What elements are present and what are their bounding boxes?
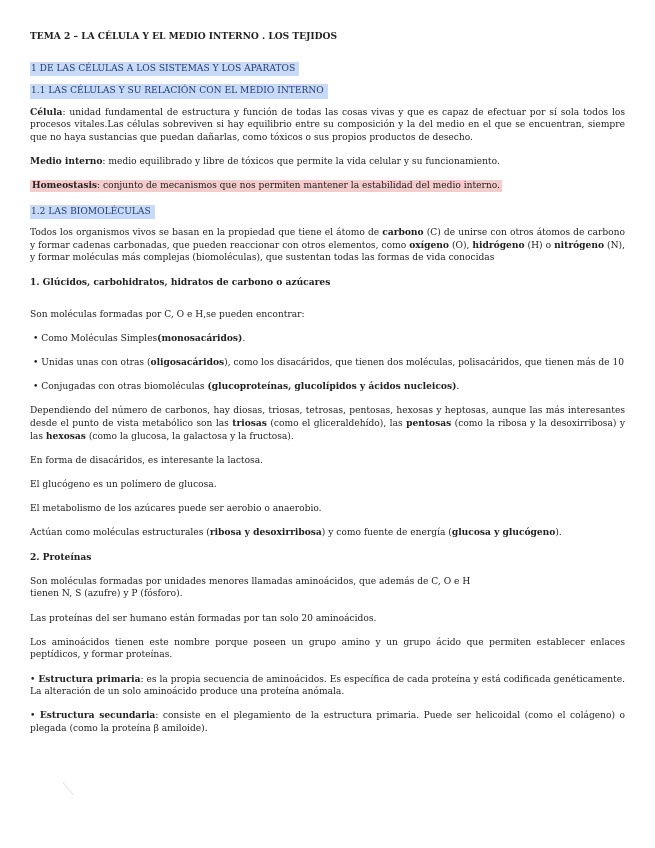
list-item: • Conjugadas con otras biomoléculas (glucoproteínas, glucolípidos y ácidos nucleicos). <box>33 381 460 393</box>
proteinas-paragraph-2: Las proteínas del ser humano están formadas por tan solo 20 aminoácidos. <box>30 613 377 624</box>
proteinas-paragraph-3: Los aminoácidos tienen este nombre porque poseen un grupo amino y un grupo ácido que permiten establecer enlaces peptídicos, y formar proteínas. <box>30 637 625 661</box>
homeostasis-definition: Homeostasis: conjunto de mecanismos que nos permiten mantener la estabilidad del medio interno. <box>32 180 500 192</box>
glucidos-carbonos-paragraph: Dependiendo del número de carbonos, hay diosas, triosas, tetrosas, pentosas, hexosas y heptosas, aunque las más interesantes desde el punto de vista metabólico son las triosas (como el gliceraldehído), las pentosas (como la ribosa y la desoxirribosa) y las hexosas (como la glucosa, la galactosa y la fructosa). <box>30 406 625 442</box>
metabolismo-paragraph: El metabolismo de los azúcares puede ser aerobio o anaerobio. <box>30 504 322 515</box>
lactosa-paragraph: En forma de disacáridos, es interesante la lactosa. <box>30 455 264 466</box>
estructura-secundaria: • Estructura secundaria: consiste en el plegamiento de la estructura primaria. Puede ser helicoidal (como el colágeno) o plegada (como la proteína β amiloide). <box>30 710 625 734</box>
glucidos-intro: Son moléculas formadas por C, O e H,se pueden encontrar: <box>30 309 305 320</box>
section-heading-1: 1 DE LAS CÉLULAS A LOS SISTEMAS Y LOS APARATOS <box>30 62 299 77</box>
biomoleculas-paragraph: Todos los organismos vivos se basan en la propiedad que tiene el átomo de carbono (C) de unirse con otros átomos de carbono y formar cadenas carbonadas, que pueden reaccionar con otros elementos, como oxígeno (O), hidrógeno (H) o nitrógeno (N), y formar moléculas más complejas (biomoléculas), que sustentan todas las formas de vida conocidas <box>30 227 625 264</box>
section-heading-1-1: 1.1 LAS CÉLULAS Y SU RELACIÓN CON EL MEDIO INTERNO <box>30 84 328 99</box>
section-heading-1-2: 1.2 LAS BIOMOLÉCULAS <box>30 205 155 220</box>
medio-interno-definition: Medio interno: medio equilibrado y libre de tóxicos que permite la vida celular y su funcionamiento. <box>30 156 500 168</box>
document-page <box>30 31 625 747</box>
list-item: • Como Moléculas Simples(monosacáridos). <box>33 332 246 344</box>
proteinas-paragraph-1: Son moléculas formadas por unidades menores llamadas aminoácidos, que además de C, O e H tienen N, S (azufre) y P (fósforo). <box>30 576 471 600</box>
estructura-primaria: • Estructura primaria: es la propia secuencia de aminoácidos. Es específica de cada proteína y está codificada genéticamente. La alteración de un solo aminoácido produce una proteína anómala. <box>30 673 625 698</box>
glucidos-heading: 1. Glúcidos, carbohidratos, hidratos de carbono o azúcares <box>30 276 331 288</box>
list-item: • Unidas unas con otras (oligosacáridos), como los disacáridos, que tienen dos moléculas, polisacáridos, que tienen más de 10 <box>33 357 625 369</box>
page-title: TEMA 2 – LA CÉLULA Y EL MEDIO INTERNO . LOS TEJIDOS <box>30 31 338 42</box>
proteinas-heading: 2. Proteínas <box>30 551 92 563</box>
glucogeno-paragraph: El glucógeno es un polímero de glucosa. <box>30 480 217 490</box>
page-mark <box>62 782 73 795</box>
celula-definition: Célula: unidad fundamental de estructura y función de todas las cosas vivas y que es capaz de efectuar por sí sola todos los procesos vitales.Las células sobreviven si hay equilibrio entre su composición y la del medio en el que se encuentran, siempre que no haya sustancias que puedan dañarlas, como tóxicos o sus propios productos de desecho. <box>30 106 625 143</box>
funciones-paragraph: Actúan como moléculas estructurales (ribosa y desoxirribosa) y como fuente de energía (glucosa y glucógeno). <box>30 527 562 539</box>
